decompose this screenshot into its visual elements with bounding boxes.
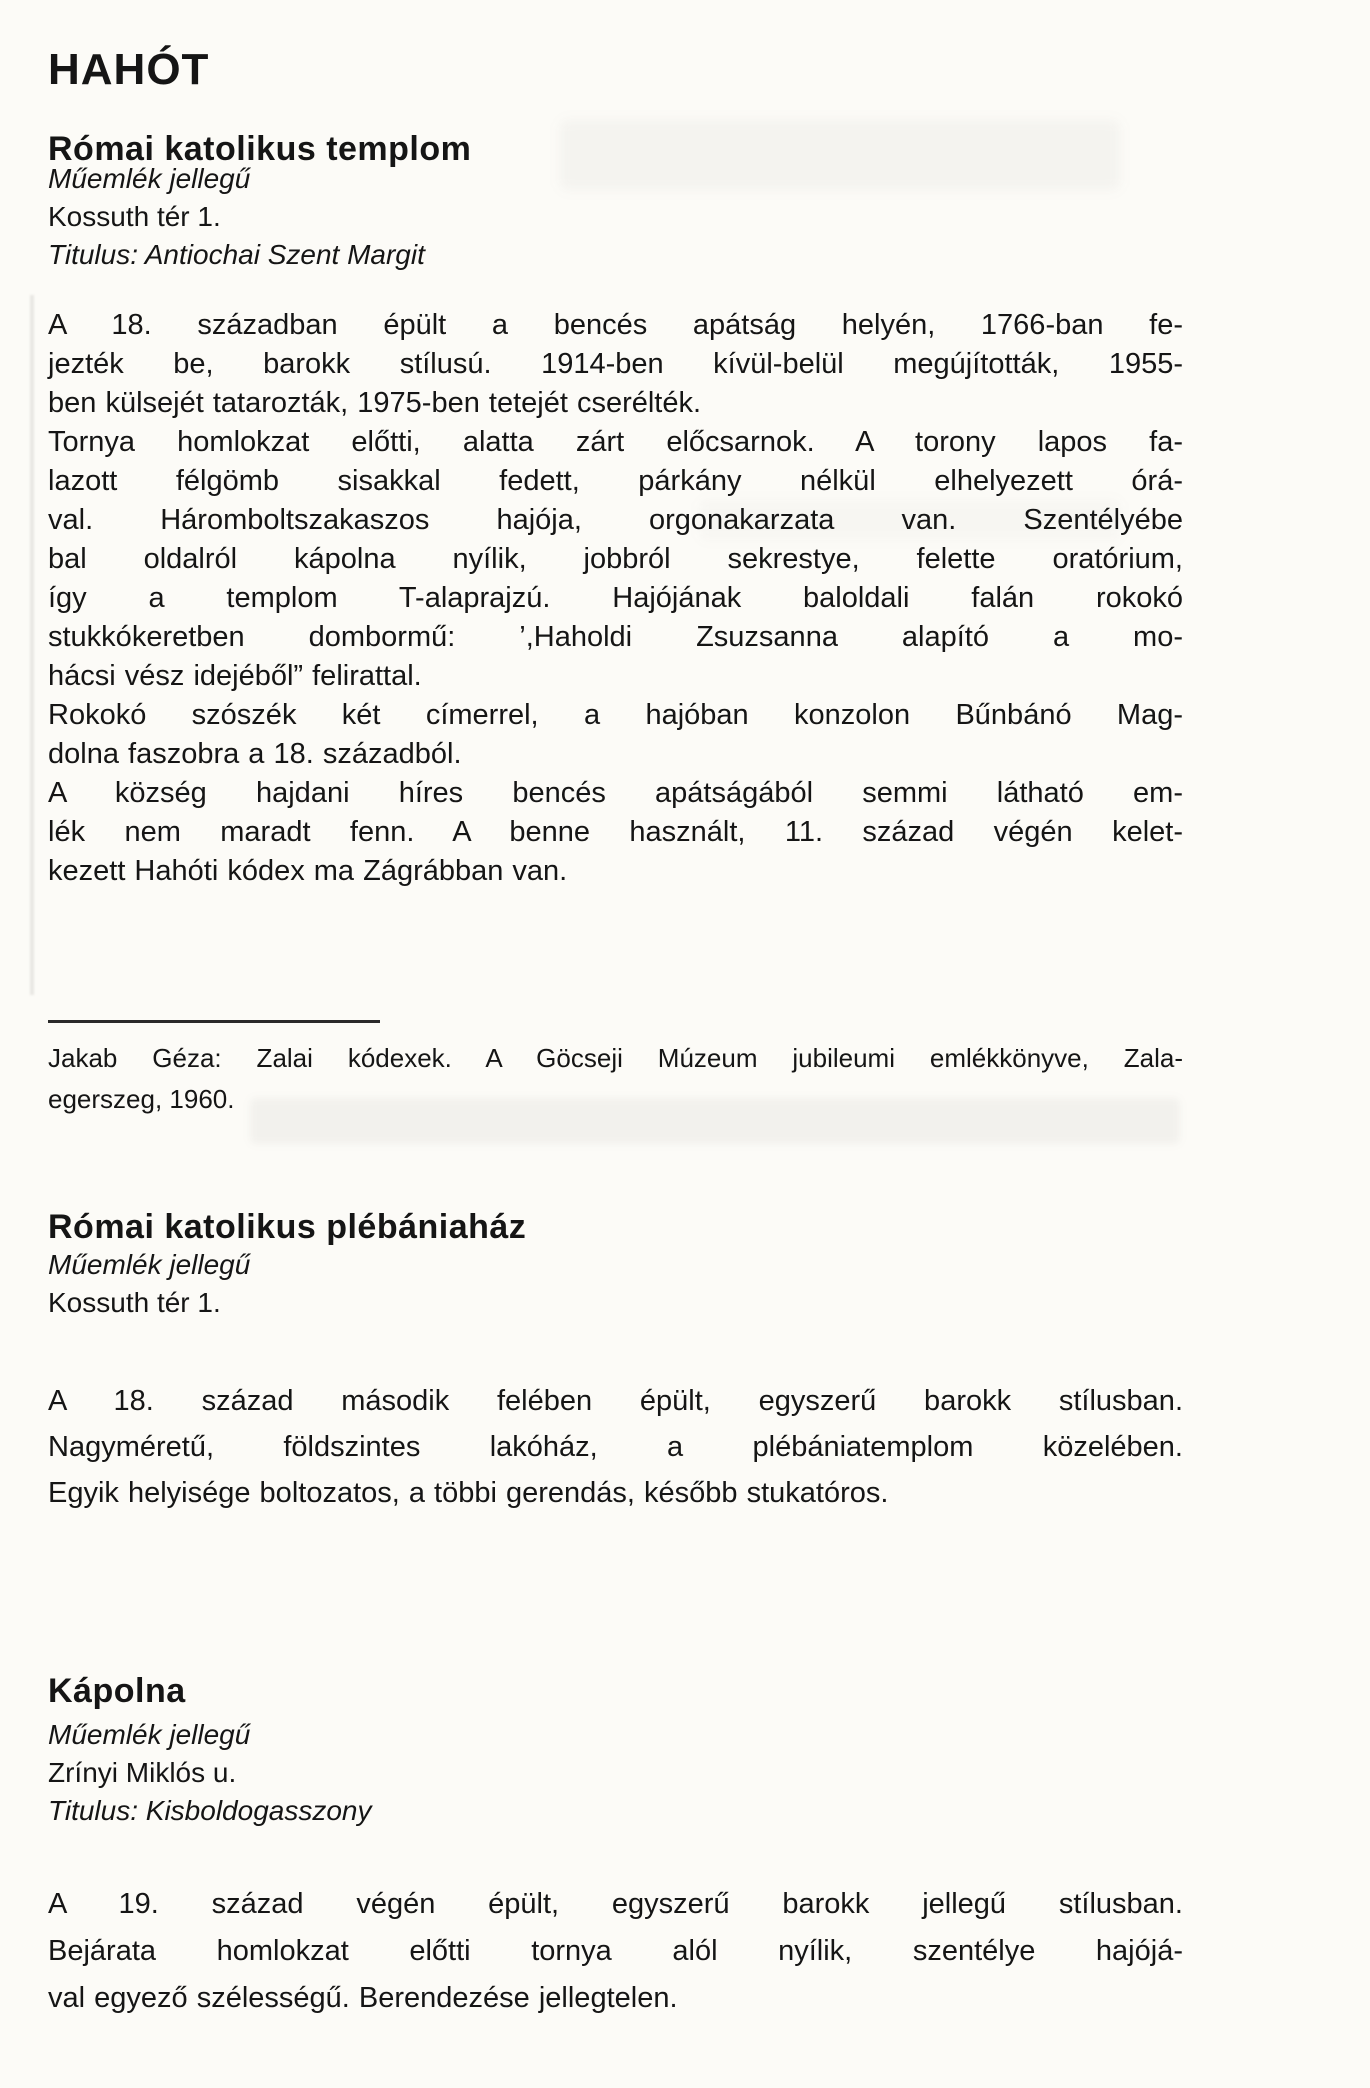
- body-text-line: kezett Hahóti kódex ma Zágrábban van.: [48, 855, 568, 887]
- scan-artifact: [30, 295, 34, 995]
- section-meta-templom: [48, 160, 1183, 274]
- body-text-line: dolna faszobra a 18. századból.: [48, 738, 462, 770]
- section-body-kapolna: [48, 1881, 1183, 2022]
- reference-line: Jakab Géza: Zalai kódexek. A Göcseji Múzeum jubileumi emlékkönyve, Zala-: [48, 1043, 1183, 1073]
- body-text-line: Tornya homlokzat előtti, alatta zárt előcsarnok. A torony lapos fa-: [48, 426, 1183, 458]
- meta-line: Titulus: Kisboldogasszony: [48, 1795, 372, 1826]
- meta-line: Kossuth tér 1.: [48, 201, 221, 232]
- body-text-line: A község hajdani híres bencés apátságából semmi látható em-: [48, 777, 1183, 809]
- body-text-line: A 19. század végén épült, egyszerű barokk jellegű stílusban.: [48, 1888, 1183, 1920]
- page-title: HAHÓT: [48, 45, 210, 95]
- meta-line: Műemlék jellegű: [48, 163, 251, 194]
- meta-line: Titulus: Antiochai Szent Margit: [48, 239, 425, 270]
- body-text-line: lék nem maradt fenn. A benne használt, 11. század végén kelet-: [48, 816, 1183, 848]
- body-text-line: Egyik helyisége boltozatos, a többi gerendás, később stukatóros.: [48, 1477, 889, 1509]
- body-text-line: hácsi vész idejéből” felirattal.: [48, 660, 422, 692]
- body-text-line: Bejárata homlokzat előtti tornya alól nyílik, szentélye hajójá-: [48, 1935, 1183, 1967]
- section-heading-plebaniahaz: Római katolikus plébániaház: [48, 1208, 527, 1247]
- body-text-line: val egyező szélességű. Berendezése jellegtelen.: [48, 1982, 678, 2014]
- body-text-line: A 18. században épült a bencés apátság helyén, 1766-ban fe-: [48, 309, 1183, 341]
- body-text-line: Nagyméretű, földszintes lakóház, a plébániatemplom közelében.: [48, 1431, 1183, 1463]
- reference-line: egerszeg, 1960.: [48, 1084, 235, 1114]
- body-text-line: ben külsejét tatarozták, 1975-ben tetejét cserélték.: [48, 387, 702, 419]
- section-meta-plebaniahaz: [48, 1246, 1183, 1322]
- body-text-line: A 18. század második felében épült, egyszerű barokk stílusban.: [48, 1385, 1183, 1417]
- section-meta-kapolna: [48, 1716, 1183, 1830]
- body-text-line: jezték be, barokk stílusú. 1914-ben kívül-belül megújították, 1955-: [48, 348, 1183, 380]
- meta-line: Kossuth tér 1.: [48, 1287, 221, 1318]
- meta-line: Műemlék jellegű: [48, 1719, 251, 1750]
- body-text-line: stukkókeretben dombormű: ’,Haholdi Zsuzsanna alapító a mo-: [48, 621, 1183, 653]
- reference-citation: [48, 1038, 1183, 1120]
- section-body-templom: [48, 306, 1183, 891]
- body-text-line: lazott félgömb sisakkal fedett, párkány nélkül elhelyezett órá-: [48, 465, 1183, 497]
- body-text-line: bal oldalról kápolna nyílik, jobbról sekrestye, felette oratórium,: [48, 543, 1183, 575]
- body-text-line: Rokokó szószék két címerrel, a hajóban konzolon Bűnbánó Mag-: [48, 699, 1183, 731]
- body-text-line: így a templom T-alaprajzú. Hajójának baloldali falán rokokó: [48, 582, 1183, 614]
- meta-line: Zrínyi Miklós u.: [48, 1757, 237, 1788]
- meta-line: Műemlék jellegű: [48, 1249, 251, 1280]
- section-heading-kapolna: Kápolna: [48, 1672, 186, 1711]
- body-text-line: val. Háromboltszakaszos hajója, orgonakarzata van. Szentélyébe: [48, 504, 1183, 536]
- divider-rule: [48, 1020, 380, 1023]
- section-heading-templom: Római katolikus templom: [48, 130, 472, 169]
- section-body-plebaniahaz: [48, 1378, 1183, 1516]
